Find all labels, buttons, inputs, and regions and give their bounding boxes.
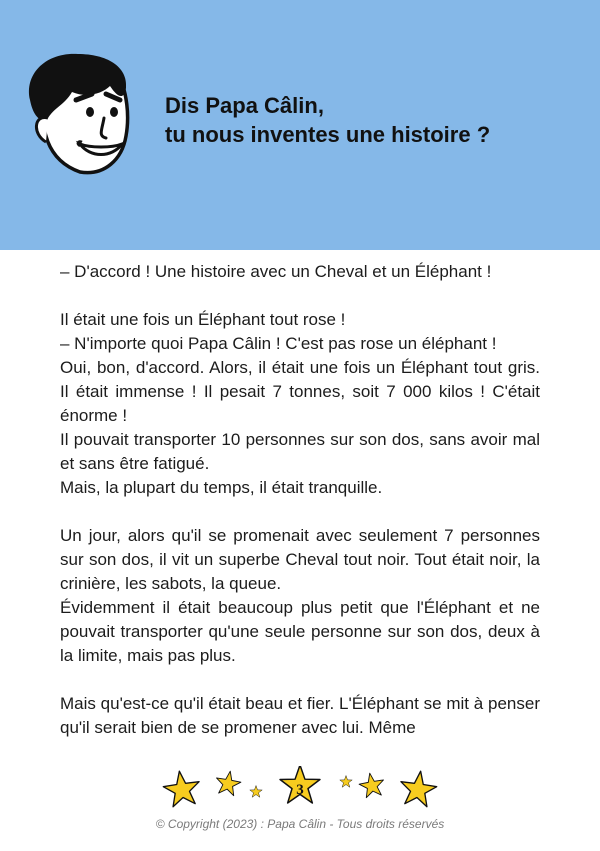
story-line: Il était une fois un Éléphant tout rose ! [60, 310, 346, 329]
title-line-1: Dis Papa Câlin, [165, 93, 324, 118]
story-line: – D'accord ! Une histoire avec un Cheval et un Éléphant ! [60, 262, 492, 281]
story-paragraph [60, 692, 540, 740]
star-icon [214, 769, 242, 796]
story-line: Il pouvait transporter 10 personnes sur son dos, sans avoir mal et sans être fatigué. [60, 430, 540, 473]
star-icon [250, 786, 262, 798]
story-line: Évidemment il était beaucoup plus petit que l'Éléphant et ne pouvait transporter qu'une seule personne sur son dos, deux à la limite, mais pas plus. [60, 598, 540, 665]
story-text [60, 260, 540, 764]
story-line: Un jour, alors qu'il se promenait avec seulement 7 personnes sur son dos, il vit un superbe Cheval tout noir. Tout était noir, la crinière, les sabots, la queue. [60, 526, 540, 593]
title-line-2: tu nous inventes une histoire ? [165, 122, 491, 147]
page-title [165, 91, 490, 149]
story-line: – N'importe quoi Papa Câlin ! C'est pas rose un éléphant ! [60, 334, 497, 353]
story-paragraph [60, 260, 540, 284]
star-icon [340, 776, 352, 788]
story-paragraph [60, 524, 540, 668]
star-icon [358, 771, 386, 798]
cartoon-dad-face-icon [22, 48, 134, 178]
header-banner [0, 0, 600, 250]
story-line: Mais qu'est-ce qu'il était beau et fier. L'Éléphant se mit à penser qu'il serait bien de se promener avec lui. Même [60, 694, 540, 737]
story-line: Oui, bon, d'accord. Alors, il était une fois un Éléphant tout gris. Il était immense ! Il pesait 7 tonnes, soit 7 000 kilos ! C'était énorme ! [60, 358, 540, 425]
story-paragraph [60, 308, 540, 500]
page-number-stars [160, 766, 440, 816]
story-line: Mais, la plupart du temps, il était tranquille. [60, 478, 383, 497]
copyright: © Copyright (2023) : Papa Câlin - Tous droits réservés [155, 817, 445, 831]
star-icon [398, 769, 439, 808]
star-icon [161, 769, 202, 808]
page-number: 3 [296, 782, 304, 798]
